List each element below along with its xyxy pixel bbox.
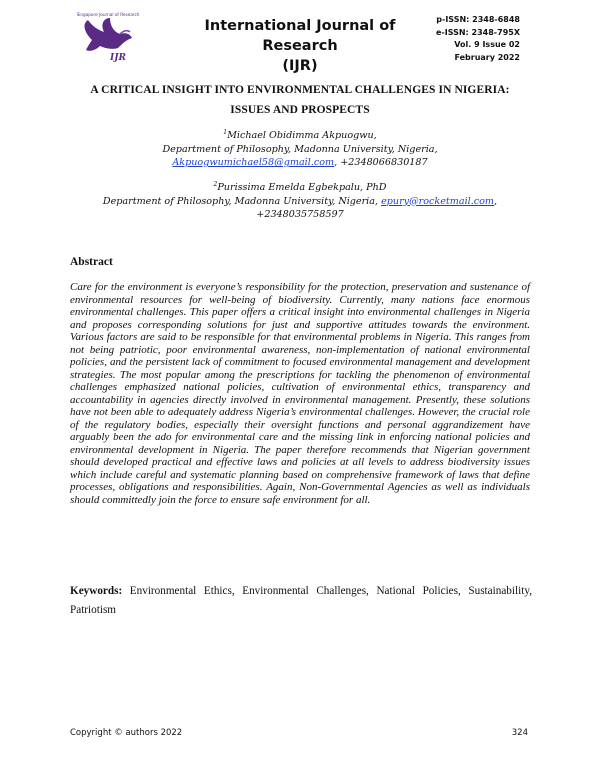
pegasus-icon: [85, 18, 132, 51]
logo-abbrev: IJR: [110, 53, 126, 62]
p-issn: p-ISSN: 2348-6848: [436, 15, 520, 24]
author-1-phone: , +2348066830187: [334, 157, 428, 169]
abstract-heading: Abstract: [70, 256, 113, 268]
abstract-text: Care for the environment is everyone’s responsibility for the protection, preservation and sustenance of environmental resources for well-being of biodiversity. Currently, many nations face enormous environmental challenges. This paper offers a critical insight into environmental challenges in Nigeria and proposes corresponding solutions for just and supportive attitudes towards the environment. Various factors are said to be responsible for that environmental problems in Nigeria. This ranges from not being patriotic, poor environmental awareness, non-implementation of national environmental policies, and the persistent lack of commitment to focused environmental management and development strategies. The most popular among the prescriptions for tackling the phenomenon of environmental challenges emphasized national policies, cultivation of environmental ethics, transparency and accountability in agencies directly involved in environmental management. Presently, these solutions have not been able to adequately address Nigeria’s environmental challenges. However, the crucial role of the regulatory bodies, especially their oversight functions and personal aggrandizement have arguably been the ado for environmental care and the missing link in enforcing national policies and environmental development in Nigeria. The paper therefore recommends that Nigerian government should developed practical and effective laws and policies at all levels to address biodiversity issues which include careful and systematic planning based on comprehensive framework of laws that define processes, obligations and responsibilities. Again, Non-Governmental Agencies as well as individuals should committedly join the force to ensure safe environment for all.: [70, 281, 530, 506]
issn-block: [436, 14, 520, 64]
logo-text: Singapore Journal of Research: [76, 12, 140, 17]
keywords: [70, 582, 532, 620]
volume-issue: Vol. 9 Issue 02: [454, 40, 520, 49]
author-2-affiliation: Department of Philosophy, Madonna University, Nigeria,: [102, 195, 382, 207]
author-2-phone: +2348035758597: [256, 209, 344, 221]
keywords-label: Keywords:: [70, 585, 123, 597]
title-line-1: A CRITICAL INSIGHT INTO ENVIRONMENTAL CHALLENGES IN NIGERIA:: [90, 84, 510, 96]
author-2: $^2$Purissima Emelda Egbekpalu, PhD Department of Philosophy, Madonna University, Nigeria, epury@rocketmail.com, +2348035758597: [70, 178, 530, 222]
page-number: 324: [511, 728, 528, 738]
author-1-marker: 1: [223, 129, 228, 136]
author-2-email-link[interactable]: epury@rocketmail.com: [381, 195, 495, 207]
author-1-email-link[interactable]: Akpuogwumichael58@gmail.com: [172, 157, 335, 169]
author-2-marker: 2: [213, 181, 218, 188]
journal-logo: [74, 10, 142, 62]
author-1-affiliation: Department of Philosophy, Madonna University, Nigeria,: [162, 143, 438, 155]
issue-date: February 2022: [454, 52, 520, 62]
paper-title: [70, 80, 530, 120]
journal-abbrev: (IJR): [282, 58, 318, 74]
journal-title: [168, 16, 432, 76]
author-2-name: Purissima Emelda Egbekpalu, PhD: [217, 182, 387, 194]
journal-name: International Journal of Research: [204, 18, 396, 54]
copyright-notice: Copyright © authors 2022: [70, 728, 183, 738]
e-issn: e-ISSN: 2348-795X: [435, 27, 520, 37]
author-1: [70, 126, 530, 170]
keywords-text: Environmental Ethics, Environmental Challenges, National Policies, Sustainability, Patriotism: [70, 585, 532, 616]
title-line-2: ISSUES AND PROSPECTS: [230, 104, 370, 116]
author-1-name: Michael Obidimma Akpuogwu,: [227, 130, 377, 142]
